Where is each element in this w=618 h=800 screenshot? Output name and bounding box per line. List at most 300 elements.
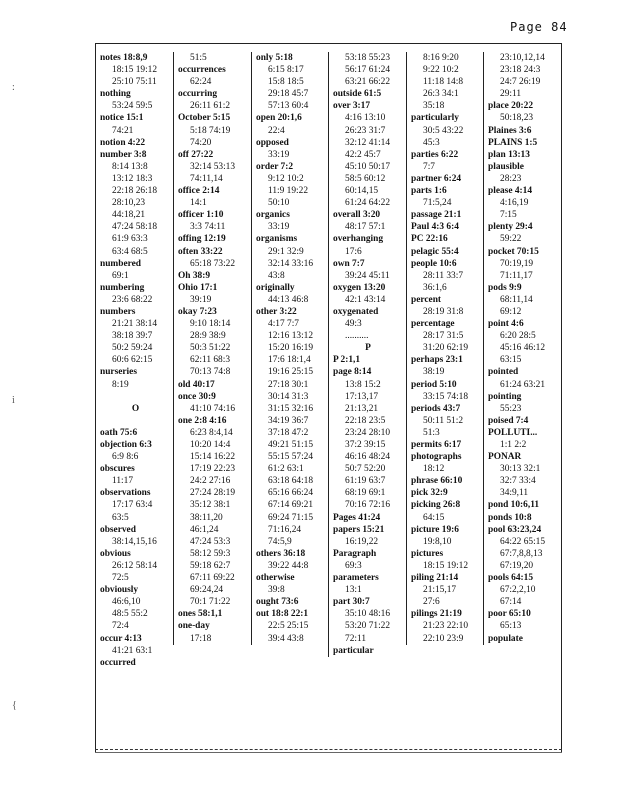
index-term: ponds 10:8 [488,512,532,523]
page-reference: 70:1 71:22 [190,597,231,608]
page-reference: 18:12 [423,464,445,475]
page-reference: 30:13 32:1 [500,464,541,475]
page-reference: 69:24 71:15 [268,512,314,523]
index-term: part 30:7 [333,597,370,608]
page-reference: 69:12 [500,306,522,317]
index-term: populate [488,633,523,644]
page-reference: 25:10 75:11 [112,77,157,88]
index-term: particularly [411,113,459,124]
index-term: pick 32:9 [411,488,448,499]
page-reference: 53:24 59:5 [112,101,153,112]
index-term: observed [100,524,136,535]
index-term: okay 7:23 [178,306,217,317]
page-reference: 4:17 7:7 [268,319,299,330]
page-reference: 9:12 10:2 [268,173,304,184]
page-reference: 39:4 43:8 [268,633,304,644]
index-term: pilings 21:19 [411,609,462,620]
page-reference: 71:5,24 [423,198,452,209]
index-column-2 [173,52,248,645]
page-reference: 17:17 63:4 [112,500,153,511]
page-reference: 8:14 13:8 [112,161,148,172]
index-term: obviously [100,585,139,596]
index-term: opposed [256,137,289,148]
page-reference: 28:17 31:5 [423,331,464,342]
page-reference: 50:3 51:22 [190,343,231,354]
page-reference: 33:19 [268,222,290,233]
page-reference: 6:15 8:17 [268,65,304,76]
index-term: once 30:9 [178,391,216,402]
index-term: otherwise [256,573,295,584]
page-reference: 39:19 [190,294,212,305]
index-term: place 20:22 [488,101,534,112]
index-term: parts 1:6 [411,186,447,197]
page-reference: 72:4 [112,621,129,632]
index-term: pods 9:9 [488,282,522,293]
index-column-5 [406,52,481,645]
page-reference: 43:8 [268,270,285,281]
page-reference: 56:17 61:24 [345,65,391,76]
page-reference: 34:19 36:7 [268,415,309,426]
page-reference: 71:16,24 [268,524,302,535]
index-term: poised 7:4 [488,415,529,426]
index-term: periods 43:7 [411,403,461,414]
page-reference: 46:16 48:24 [345,452,391,463]
index-term: parameters [333,573,379,584]
index-term: pointed [488,367,519,378]
index-term: office 2:14 [178,186,220,197]
page-reference: 58:12 59:3 [190,548,231,559]
page-reference: 18:15 19:12 [423,560,469,571]
page-reference: 13:12 18:3 [112,173,153,184]
page-reference: 21:13,21 [345,403,379,414]
page-reference: 50:11 51:2 [423,415,464,426]
index-term: parties 6:22 [411,149,459,160]
index-term: PC 22:16 [411,234,448,245]
page-reference: 26:12 58:14 [112,560,158,571]
page-reference: 49:21 51:15 [268,440,314,450]
index-term: notes 18:8,9 [100,53,148,63]
page-reference: 11:9 19:22 [268,186,309,197]
page-reference: 53:20 71:22 [345,621,391,632]
margin-mark: i [12,395,15,406]
page-reference: .......... [345,331,369,342]
index-term: order 7:2 [256,161,294,172]
page-reference: 68:19 69:1 [345,488,386,499]
index-term: obscures [100,464,135,475]
page-reference: 74:20 [190,137,212,148]
page-reference: 47:24 53:3 [190,536,231,547]
page-reference: 62:24 [190,77,212,88]
page-reference: 35:12 38:1 [190,500,231,511]
index-term: often 33:22 [178,246,223,257]
index-term: organisms [256,234,298,245]
page-reference: 68:11,14 [500,294,533,305]
index-term: only 5:18 [256,53,293,63]
index-term: papers 15:21 [333,524,385,535]
page-reference: 44:13 46:8 [268,294,309,305]
page-reference: 23:18 24:3 [500,65,541,76]
page-reference: 35:18 [423,101,445,112]
page-reference: 41:21 63:1 [112,645,153,656]
page-reference: 57:13 60:4 [268,101,309,112]
index-term: nothing [100,89,131,100]
index-term: others 36:18 [256,548,306,559]
page-reference: 45:16 46:12 [500,343,546,354]
page-reference: 67:19,20 [500,560,534,571]
footer-rule [95,749,562,750]
page-reference: 60:6 62:15 [112,355,153,366]
page-reference: 55:15 57:24 [268,452,314,463]
index-term: numbers [100,306,136,317]
index-term: numbering [100,282,145,293]
index-term: permits 6:17 [411,440,462,450]
index-term: obvious [100,548,131,559]
page-reference: 39:22 44:8 [268,560,309,571]
page-reference: 23:6 68:22 [112,294,153,305]
page-reference: 17:6 18:1,4 [268,355,311,366]
index-term: officer 1:10 [178,210,224,221]
index-term: page 8:14 [333,367,372,378]
page-reference: 16:19,22 [345,536,379,547]
page-reference: 71:11,17 [500,270,533,281]
page-reference: 26:11 61:2 [190,101,231,112]
page-reference: 53:18 55:23 [345,53,391,63]
page-reference: 14:1 [190,198,207,209]
page-reference: 29:11 [500,89,522,100]
page-reference: 61:19 63:7 [345,476,386,487]
page-reference: 50:2 59:24 [112,343,153,354]
page-reference [100,415,171,427]
page-reference: 37:2 39:15 [345,440,386,450]
page-reference: 38:18 39:7 [112,331,153,342]
index-term: pocket 70:15 [488,246,539,257]
page-reference: 69:24,24 [190,585,224,596]
index-term: please 4:14 [488,186,533,197]
page-reference: 74:11,14 [190,173,223,184]
page-reference: 33:15 74:18 [423,391,469,402]
page-reference: 22:5 25:15 [268,621,309,632]
page-reference: 21:23 22:10 [423,621,469,632]
page-reference: 32:12 41:14 [345,137,391,148]
index-term: notion 4:22 [100,137,146,148]
footer-rule-lower [95,752,562,753]
page-reference: 67:11 69:22 [190,573,235,584]
page-reference: 65:13 [500,621,522,632]
index-term: poor 65:10 [488,609,531,620]
page-reference: 62:11 68:3 [190,355,231,366]
page-reference: 17:13,17 [345,391,379,402]
index-term: piling 21:14 [411,573,459,584]
index-term: percentage [411,319,455,330]
page-reference: 69:3 [345,560,362,571]
page-reference: 51:5 [190,53,207,63]
page-reference: 70:19,19 [500,258,534,269]
page-reference: 9:22 10:2 [423,65,459,76]
index-term: occurrences [178,65,226,76]
page-reference: 11:17 [112,476,134,487]
page-reference: 27:18 30:1 [268,379,309,390]
page-reference: 59:22 [500,234,522,245]
index-term: outside 61:5 [333,89,382,100]
index-term: organics [256,210,290,221]
page-reference: 67:14 [500,597,522,608]
index-column-4 [328,52,403,657]
index-term: picture 19:6 [411,524,459,535]
page-reference: 38:19 [423,367,445,378]
page-reference: 34:9,11 [500,488,529,499]
page-reference: 29:1 32:9 [268,246,304,257]
page-reference: 70:16 72:16 [345,500,391,511]
page-reference: 28:11 33:7 [423,270,464,281]
page-reference: 61:9 63:3 [112,234,148,245]
page-reference: 59:18 62:7 [190,560,231,571]
page-reference: 36:1,6 [423,282,447,293]
page-reference: 8:19 [112,379,129,390]
page-reference: 46:1,24 [190,524,219,535]
page-reference: 50:7 52:20 [345,464,386,475]
page-reference: 29:18 45:7 [268,89,309,100]
index-term: occurring [178,89,218,100]
page-reference: 26:3 34:1 [423,89,459,100]
page-reference: 17:19 22:23 [190,464,236,475]
page-reference: 38:14,15,16 [112,536,157,547]
index-term: particular [333,645,374,656]
index-term: PLAINS 1:5 [488,137,538,148]
page-reference: 17:18 [190,633,212,644]
page-reference: 5:18 74:19 [190,125,231,136]
page-reference: 27:6 [423,597,440,608]
page-reference: 35:10 48:16 [345,609,391,620]
page-reference: 58:5 60:12 [345,173,386,184]
index-term: passage 21:1 [411,210,462,221]
index-term: point 4:6 [488,319,524,330]
page-reference: 46:6,10 [112,597,141,608]
index-term: other 3:22 [256,306,297,317]
page-reference: 74:21 [112,125,134,136]
index-term: perhaps 23:1 [411,355,463,366]
page-reference: 55:23 [500,403,522,414]
page-reference: 28:23 [500,173,522,184]
index-term: plenty 29:4 [488,222,533,233]
index-term: occurred [100,657,136,668]
index-term: open 20:1,6 [256,113,302,124]
page-reference: 15:8 18:5 [268,77,304,88]
page-reference: 19:16 25:15 [268,367,314,378]
index-term: picking 26:8 [411,500,461,511]
page-reference: 11:18 14:8 [423,77,464,88]
page-reference: 27:24 28:19 [190,488,236,499]
page-reference: 32:7 33:4 [500,476,536,487]
page-reference: 72:11 [345,633,367,644]
page-reference: 33:19 [268,149,290,160]
index-term: overall 3:20 [333,210,381,221]
index-term: notice 15:1 [100,113,144,124]
page-reference: 19:8,10 [423,536,452,547]
index-term: observations [100,488,151,499]
page-reference: 6:23 8:4,14 [190,427,233,438]
page-reference: 17:6 [345,246,362,257]
index-term: pointing [488,391,522,402]
page-reference: 22:4 [268,125,285,136]
index-term: originally [256,282,295,293]
index-term: oxygen 13:20 [333,282,386,293]
page-reference: 44:18,21 [112,210,146,221]
page-reference: 23:10,12,14 [500,53,545,63]
index-term: Plaines 3:6 [488,125,532,136]
index-term: phrase 66:10 [411,476,463,487]
page-reference: 6:9 8:6 [112,452,139,463]
index-term: Paul 4:3 6:4 [411,222,459,233]
page-reference: 28:9 38:9 [190,331,226,342]
page-reference: 74:5,9 [268,536,292,547]
index-term: PONAR [488,452,522,463]
page-reference: 21:15,17 [423,585,457,596]
index-term: October 5:15 [178,113,231,124]
page-reference: 63:5 [112,512,129,523]
index-term: photographs [411,452,462,463]
page-reference: 67:2,2,10 [500,585,536,596]
page-reference: 63:4 68:5 [112,246,148,257]
index-column-6 [483,52,558,645]
page-reference: 48:5 55:2 [112,609,148,620]
index-term: pool 63:23,24 [488,524,542,535]
page-reference: 8:16 9:20 [423,53,459,63]
index-column-1 [96,52,171,669]
page-reference: 23:24 28:10 [345,427,391,438]
page-reference: 67:7,8,8,13 [500,548,543,559]
index-term: oxygenated [333,306,379,317]
page-reference: 49:3 [345,319,362,330]
index-term: one-day [178,621,210,632]
page-reference: 13:1 [345,585,362,596]
page-reference: 31:20 62:19 [423,343,469,354]
page-reference: 7:15 [500,210,517,221]
page-reference: 32:14 53:13 [190,161,236,172]
section-letter: P [365,343,371,354]
page-reference: 61:24 63:21 [500,379,546,390]
index-term: POLLUTI... [488,427,538,438]
page-reference: 22:18 26:18 [112,186,158,197]
page-reference: 13:8 15:2 [345,379,381,390]
index-term: Oh 38:9 [178,270,211,281]
margin-mark: : [12,82,15,93]
page-reference: 47:24 58:18 [112,222,158,233]
page-reference: 65:18 73:22 [190,258,236,269]
page-reference: 22:18 23:5 [345,415,386,426]
page-reference: 72:5 [112,573,129,584]
page-reference: 42:2 45:7 [345,149,381,160]
page-reference: 65:16 66:24 [268,488,314,499]
page-reference: 70:13 74:8 [190,367,231,378]
index-term: number 3:8 [100,149,147,160]
page-reference: 61:2 63:1 [268,464,304,475]
page-reference: 45:3 [423,137,440,148]
index-term: people 10:6 [411,258,457,269]
page-reference: 50:10 [268,198,290,209]
index-term: partner 6:24 [411,173,462,184]
page-reference: 7:7 [423,161,435,172]
page-reference: 24:2 27:16 [190,476,231,487]
page-reference: 50:18,23 [500,113,534,124]
page-reference: 39:24 45:11 [345,270,390,281]
page-reference: 24:7 26:19 [500,77,541,88]
page-reference: 18:15 19:12 [112,65,158,76]
section-letter: O [131,403,140,414]
page-reference: 1:1 2:2 [500,440,527,450]
page-reference: 6:20 28:5 [500,331,536,342]
page-number: Page 84 [510,20,568,34]
index-term: nurseries [100,367,137,378]
page-reference: 26:23 31:7 [345,125,386,136]
index-term: numbered [100,258,141,269]
page-reference: 4:16,19 [500,198,529,209]
index-column-3 [251,52,326,645]
index-term: pools 64:15 [488,573,534,584]
index-term: one 2:8 4:16 [178,415,227,426]
page-reference: 15:14 16:22 [190,452,236,463]
index-term: own 7:7 [333,258,365,269]
page-reference: 4:16 13:10 [345,113,386,124]
index-term: P 2:1,1 [333,355,361,366]
page-reference: 32:14 33:16 [268,258,314,269]
index-term: period 5:10 [411,379,457,390]
page-reference: 61:24 64:22 [345,198,391,209]
page-reference: 38:11,20 [190,512,223,523]
page-reference: 63:15 [500,355,522,366]
index-term: Paragraph [333,548,377,559]
page-reference: 67:14 69:21 [268,500,314,511]
page-reference: 3:3 74:11 [190,222,226,233]
page-reference: 37:18 47:2 [268,427,309,438]
index-term: overhanging [333,234,384,245]
page-reference: 15:20 16:19 [268,343,314,354]
page-reference [100,391,171,403]
page-reference: 41:10 74:16 [190,403,236,414]
index-term: offing 12:19 [178,234,226,245]
index-term: plausible [488,161,524,172]
page-reference: 30:14 31:3 [268,391,309,402]
page-reference: 51:3 [423,427,440,438]
index-term: out 18:8 22:1 [256,609,309,620]
page-reference: 42:1 43:14 [345,294,386,305]
index-term: pond 10:6,11 [488,500,540,511]
index-term: Ohio 17:1 [178,282,218,293]
page-reference: 63:21 66:22 [345,77,391,88]
page-reference: 31:15 32:16 [268,403,314,414]
index-term: occur 4:13 [100,633,142,644]
index-term: ought 73:6 [256,597,299,608]
page-reference: 64:15 [423,512,445,523]
page-reference: 63:18 64:18 [268,476,314,487]
margin-mark: { [12,700,17,711]
page-reference: 69:1 [112,270,129,281]
index-term: Pages 41:24 [333,512,381,523]
page-reference: 22:10 23:9 [423,633,464,644]
index-term: plan 13:13 [488,149,530,160]
page-reference: 60:14,15 [345,186,379,197]
page-reference: 39:8 [268,585,285,596]
page-reference: 64:22 65:15 [500,536,546,547]
index-term: percent [411,294,442,305]
index-term: pelagic 55:4 [411,246,459,257]
page-reference: 10:20 14:4 [190,440,231,450]
page-reference: 9:10 18:14 [190,319,231,330]
index-term: off 27:22 [178,149,214,160]
page-reference: 21:21 38:14 [112,319,158,330]
index-term: pictures [411,548,444,559]
index-term: objection 6:3 [100,440,152,450]
index-term: over 3:17 [333,101,371,112]
